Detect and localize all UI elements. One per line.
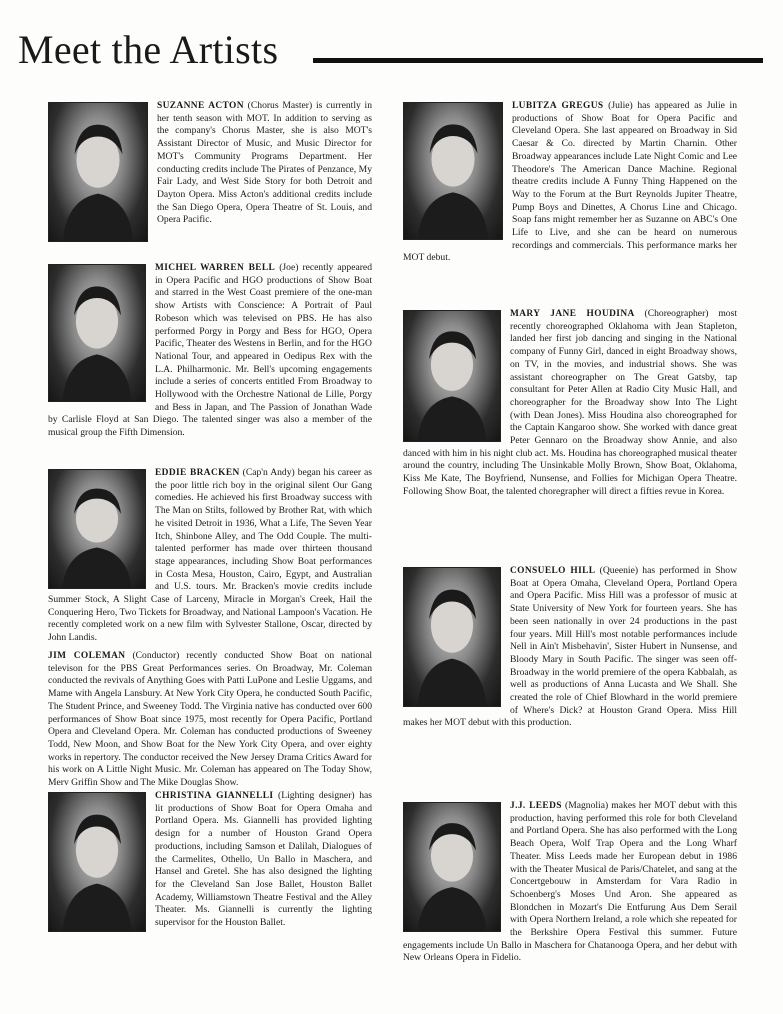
artist-name: CHRISTINA GIANNELLI (155, 791, 274, 801)
artist-bio: most recently choreographed Oklahoma with Jean Stapleton, landed her first job dancing and singing in the National company of Funny Girl, danced in eight Broadway shows, on TV, in the movies, and industrial shows. She was assistant choreographer on The Great Gatsby, tap consultant for Peter Allen at Radio City Music Hall, and choreographer for the Broadway show Into The Light (with Dean Jones). Miss Houdina also choreographed for the Captain Kangaroo show. She worked with dance great Peter Gennaro on the Broadway show Annie, and also danced with him in his night club act. Ms. Houdina has choreographed musical theater around the country, including The Unsinkable Molly Brown, Show Boat, Oklahoma, Kiss Me Kate, The Boyfriend, Nunsense, and Follies for Michigan Opera Theatre. Following Show Boat, the talented choregrapher will direct a fifties revue in Korea. (403, 308, 737, 497)
artist-name: MICHEL WARREN BELL (155, 263, 276, 273)
artist-role: (Joe) (279, 262, 299, 273)
artist-entry-coleman (48, 650, 372, 790)
right-column (403, 100, 737, 965)
artist-role: (Conductor) (132, 650, 180, 661)
artist-role: (Queenie) (599, 565, 639, 576)
artist-role: (Julie) (608, 100, 633, 111)
artist-bio: has appeared as Julie in productions of Show Boat for Opera Pacific and Cleveland Opera. She last appeared on Broadway in Sid Caesar & Co. directed by Martin Charnin. Other Broadway appearances include Late Night Comic and Lee Theodore's The American Dance Machine. Regional theatre credits include A Funny Thing Happened on the Way to the Forum at the Burt Reynolds Jupiter Theatre, Pump Boys and Dinettes, A Chorus Line and Chicago. Soap fans might remember her as Suzanne on ABC's One Life to Live, and she can be heard on numerous recordings and commercials. This performance marks her MOT debut. (403, 100, 737, 264)
portrait-photo (403, 567, 501, 707)
title-rule (313, 58, 763, 63)
artist-name: EDDIE BRACKEN (155, 468, 240, 478)
artist-name: CONSUELO HILL (510, 566, 596, 576)
portrait-photo (48, 792, 146, 932)
artist-bio: recently appeared in Opera Pacific and HGO productions of Show Boat and starred in the West Coast premiere of the one-man show Artists with Conscience: A Portrait of Paul Robeson which was televised on PBS. He has also performed Porgy in Porgy and Bess for HGO, Opera Pacific, Theater des Westens in Berlin, and for the HGO National Tour, and appeared in Oedipus Rex with the L.A. Philharmonic. Mr. Bell's upcoming engagements include a series of concerts entitled From Broadway to Hollywood with the Orchestre National de Lille, Porgy and Bess in Japan, and The Passion of Jonathan Wade by Carlisle Floyd at San Diego. The talented singer was also a member of the musical group the Fifth Dimension. (48, 262, 372, 439)
artist-entry-bell (48, 262, 372, 467)
portrait-photo (48, 264, 146, 402)
artist-name: SUZANNE ACTON (157, 101, 244, 111)
artist-bio: is currently in her tenth season with MOT. In addition to serving as the company's Chorus Master, she is also MOT's Assistant Director of Music, and Music Director for MOT's Community Programs Department. Her conducting credits include The Pirates of Penzance, My Fair Lady, and West Side Story for both Detroit and Dayton Opera. Miss Acton's additional credits include the San Diego Opera, Opera Theatre of St. Louis, and Opera Pacific. (157, 100, 372, 226)
artist-role: (Cap'n Andy) (242, 467, 295, 478)
portrait-photo (48, 102, 148, 242)
artist-role: (Chorus Master) (247, 100, 313, 111)
artist-name: LUBITZA GREGUS (512, 101, 604, 111)
portrait-photo (403, 102, 503, 240)
artist-entry-hill (403, 565, 737, 800)
artist-bio: has performed in Show Boat at Opera Omaha, Cleveland Opera, Portland Opera and Opera Pacific. Miss Hill was a professor of music at State University of New York for fourteen years. She has been seen nationally in over 24 productions in the past four years. Mill Hill's most notable performances include Nell in Ain't Misbehavin', Sister Hubert in Nunsense, and Bloody Mary in South Pacific. The singer was seen off-Broadway in the world premiere of the opera Kabbalah, as well as productions of Anna Lucasta and We Shall. She created the role of Chief Blowhard in the world premiere of Where's Dick? at Houston Grand Opera. Miss Hill makes her MOT debut with this production. (403, 565, 737, 729)
artist-bio: has lit productions of Show Boat for Opera Omaha and Portland Opera. Ms. Giannelli has provided lighting design for a number of Houston Grand Opera productions, including Samson et Dalilah, Dialogues of the Carmelites, Othello, Un Ballo in Maschera, and Hansel and Gretel. She has also designed the lighting for the Cleveland San Jose Ballet, Houston Ballet Academy, Williamstown Theatre Festival and the Alley Theater. Ms. Giannelli is currently the lighting supervisor for the Houston Ballet. (155, 790, 372, 929)
artist-entry-acton (48, 100, 372, 262)
left-column (48, 100, 372, 936)
artist-name: JIM COLEMAN (48, 651, 126, 661)
artist-name: MARY JANE HOUDINA (510, 309, 635, 319)
artist-entry-giannelli (48, 790, 372, 936)
artist-role: (Magnolia) (565, 800, 609, 811)
artist-name: J.J. LEEDS (510, 801, 562, 811)
portrait-photo (403, 802, 501, 932)
portrait-photo (48, 469, 146, 589)
page-title: Meet the Artists (18, 27, 279, 72)
artist-bio: makes her MOT debut with this production, having performed this role for both Cleveland and Portland Opera. She has also performed with the Long Beach Opera, Wolf Trap Opera and the Long Wharf Theater. Miss Leeds made her European debut in 1986 with the Theater Musical de Paris/Chatelet, and sang at the Concertgebouw in Amsterdam for Vara Radio in Schoenberg's Moses Und Aron. She appeared as Blondchen in Mozart's Die Entfurung Aus Dem Serail with Opera Northern Ireland, a role which she repeated for the Berkshire Opera Festival this summer. Future engagements include Un Ballo in Maschera for Chatanooga Opera, and her debut with New Orleans Opera in Fidelio. (403, 800, 737, 964)
artist-entry-houdina (403, 308, 737, 565)
artist-entry-bracken (48, 467, 372, 650)
artist-role: (Lighting designer) (278, 790, 355, 801)
portrait-photo (403, 310, 501, 442)
artist-bio: began his career as the poor little rich boy in the original silent Our Gang comedies. He achieved his first Broadway success with The Man on Stilts, followed by Brother Rat, with which he visited Detroit in 1936, What a Life, The Seven Year Itch, Shinbone Alley, and The Odd Couple. The multi-talented performer has made over thirteen thousand stage appearances, including Show Boat performances in Costa Mesa, Houston, Cairo, Egypt, and Australian and U.S. tours. Mr. Bracken's movie credits include Summer Stock, A Slight Case of Larceny, Miracle in Morgan's Creek, Hail the Conquering Hero, Two Tickets for Broadway, and National Lampoon's Vacation. He recently completed work on a new film with Sylvester Stallone, Oscar, directed by John Landis. (48, 467, 372, 644)
artist-bio: recently conducted Show Boat on national televison for the PBS Great Performances series. On Broadway, Mr. Coleman conducted the revivals of Anything Goes with Patti LuPone and Leslie Uggams, and Mame with Angela Lansbury. At New York City Opera, he conducted South Pacific, The Student Prince, and Sweeney Todd. The Virginia native has conducted over 600 performances of Show Boat since 1975, most recently for Opera Pacific, Portland Opera and Cleveland Opera. Mr. Coleman has conducted productions of Sweeney Todd, New Moon, and Show Boat for the New York City Opera, and over eighty works in repertory. The conductor received the New Jersey Drama Critics Award for his work on A Little Night Music. Mr. Coleman has appeared on The Today Show, Merv Griffin Show and The Mike Douglas Show. (48, 650, 372, 789)
artist-entry-leeds (403, 800, 737, 965)
artist-entry-gregus (403, 100, 737, 308)
artist-role: (Choreographer) (644, 308, 709, 319)
